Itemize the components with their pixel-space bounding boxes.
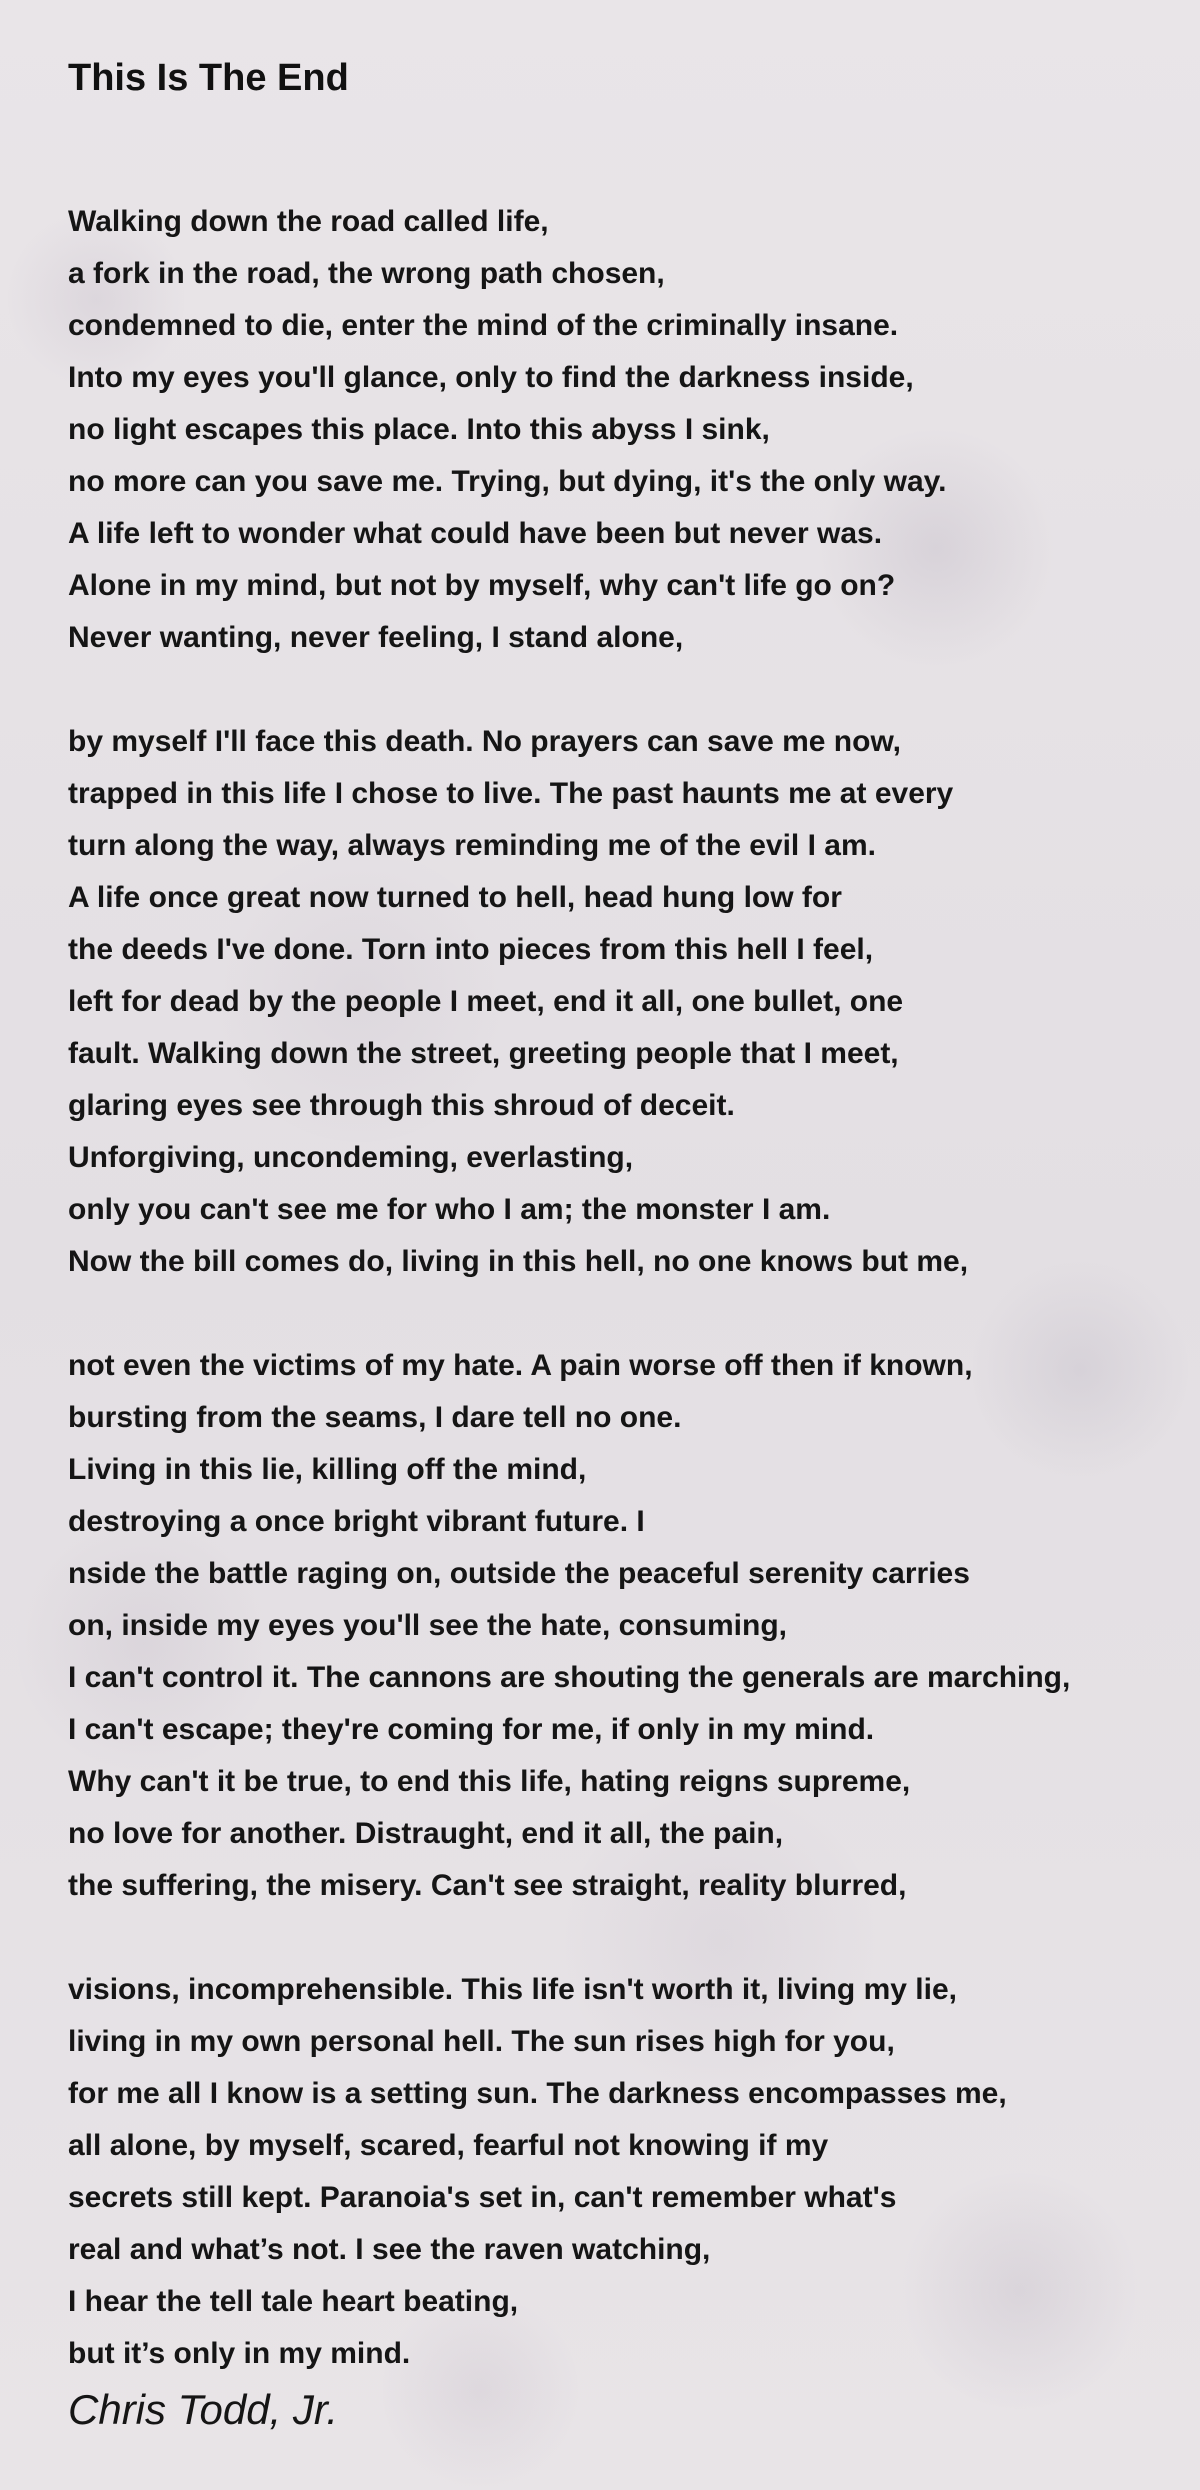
poem-body (68, 196, 1070, 2432)
poem-line: the deeds I've done. Torn into pieces from this hell I feel, (68, 933, 874, 966)
poem-line: secrets still kept. Paranoia's set in, can't remember what's (68, 2181, 897, 2214)
poem-line: Walking down the road called life, (68, 205, 549, 238)
poem-line: trapped in this life I chose to live. The past haunts me at every (68, 777, 954, 810)
poem-line: by myself I'll face this death. No prayers can save me now, (68, 725, 902, 758)
poem-line: Alone in my mind, but not by myself, why can't life go on? (68, 569, 896, 602)
poem-line: destroying a once bright vibrant future. I (68, 1505, 645, 1538)
poem-line: I hear the tell tale heart beating, (68, 2285, 519, 2318)
poem-line: left for dead by the people I meet, end it all, one bullet, one (68, 985, 904, 1018)
poem-line: Never wanting, never feeling, I stand alone, (68, 621, 684, 654)
poem-line: visions, incomprehensible. This life isn't worth it, living my lie, (68, 1973, 957, 2006)
poem-stanza (68, 1340, 1070, 1912)
poem-line: no love for another. Distraught, end it all, the pain, (68, 1817, 784, 1850)
poem-line: for me all I know is a setting sun. The darkness encompasses me, (68, 2077, 1007, 2110)
poem-line: real and what’s not. I see the raven watching, (68, 2233, 711, 2266)
poem-line: Now the bill comes do, living in this hell, no one knows but me, (68, 1245, 969, 1278)
poem-line: no more can you save me. Trying, but dying, it's the only way. (68, 465, 947, 498)
poem-line: condemned to die, enter the mind of the criminally insane. (68, 309, 899, 342)
poem-line: A life once great now turned to hell, head hung low for (68, 881, 842, 914)
poem-line: I can't control it. The cannons are shouting the generals are marching, (68, 1661, 1071, 1694)
poem-line: but it’s only in my mind. (68, 2337, 411, 2370)
poem-line: Living in this lie, killing off the mind, (68, 1453, 587, 1486)
poem-line: fault. Walking down the street, greeting people that I meet, (68, 1037, 899, 1070)
poem-line: no light escapes this place. Into this abyss I sink, (68, 413, 770, 446)
poem-line: glaring eyes see through this shroud of deceit. (68, 1089, 735, 1122)
poem-line: Unforgiving, uncondeming, everlasting, (68, 1141, 634, 1174)
poem-line: a fork in the road, the wrong path chosen, (68, 257, 665, 290)
poem-line: Into my eyes you'll glance, only to find the darkness inside, (68, 361, 914, 394)
poem-line: only you can't see me for who I am; the monster I am. (68, 1193, 831, 1226)
poem-title: This Is The End (68, 57, 349, 99)
poem-stanza (68, 196, 1070, 664)
poem-line: Why can't it be true, to end this life, hating reigns supreme, (68, 1765, 911, 1798)
poem-line: the suffering, the misery. Can't see straight, reality blurred, (68, 1869, 907, 1902)
poem-line: bursting from the seams, I dare tell no one. (68, 1401, 682, 1434)
poem-line: living in my own personal hell. The sun rises high for you, (68, 2025, 895, 2058)
poem-line: turn along the way, always reminding me of the evil I am. (68, 829, 876, 862)
poem-stanza (68, 1964, 1070, 2380)
poem-line: all alone, by myself, scared, fearful not knowing if my (68, 2129, 829, 2162)
poem-line: not even the victims of my hate. A pain worse off then if known, (68, 1349, 973, 1382)
poem-stanza (68, 716, 1070, 1288)
poem-line: A life left to wonder what could have been but never was. (68, 517, 883, 550)
poem-page (68, 48, 1178, 2370)
poem-line: I can't escape; they're coming for me, if only in my mind. (68, 1713, 875, 1746)
poem-line: on, inside my eyes you'll see the hate, consuming, (68, 1609, 788, 1642)
poem-author: Chris Todd, Jr. (68, 2386, 338, 2433)
poem-line: nside the battle raging on, outside the peaceful serenity carries (68, 1557, 970, 1590)
